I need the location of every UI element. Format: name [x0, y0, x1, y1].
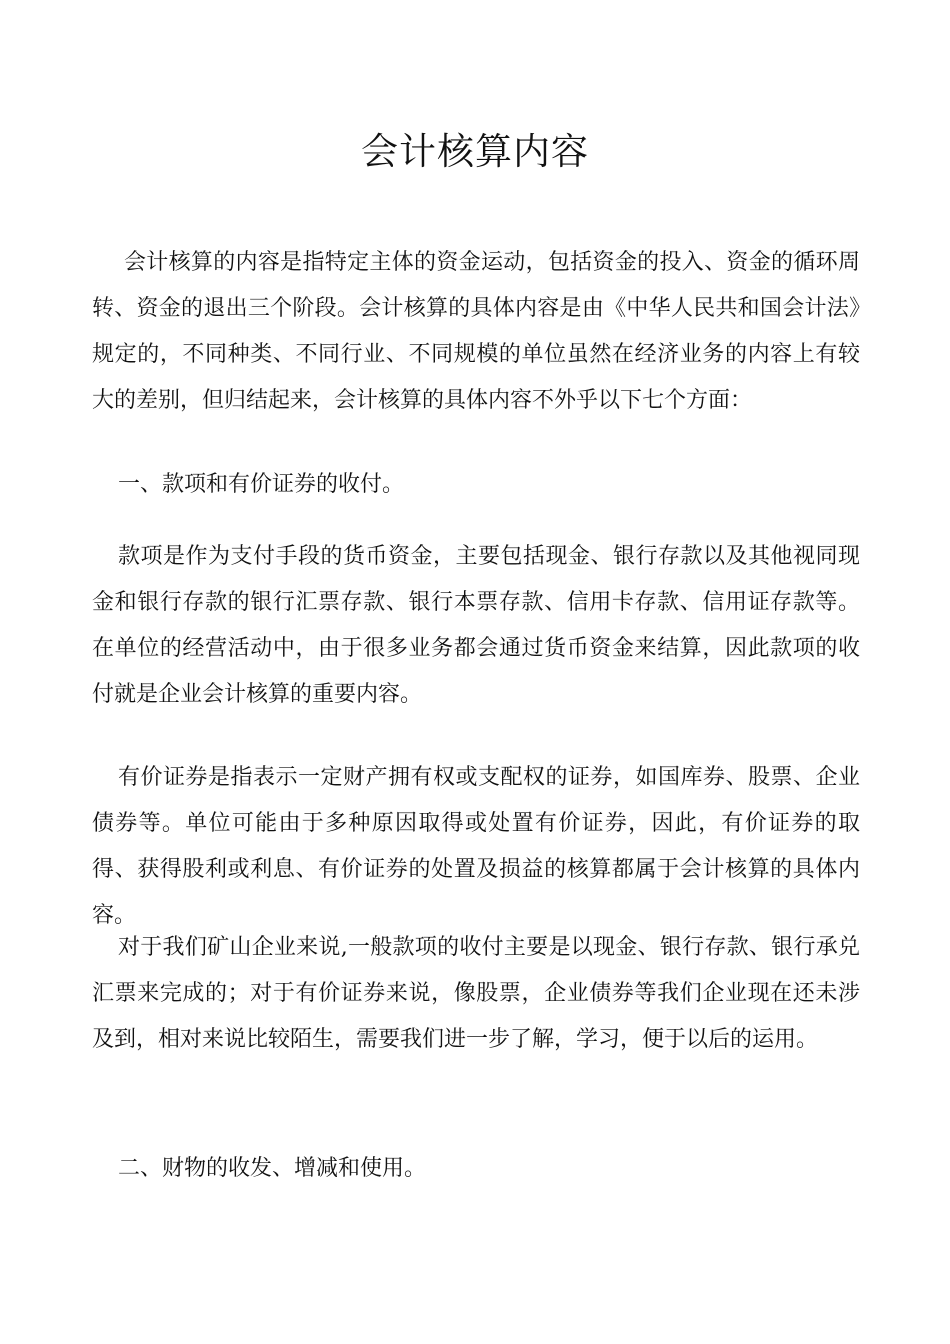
securities-paragraph: 有价证券是指表示一定财产拥有权或支配权的证券，如国库券、股票、企业债券等。单位可能由于多种原因取得或处置有价证券，因此，有价证券的取得、获得股利或利息、有价证券的处置及损益的核算都属于会计核算的具体内容。	[92, 765, 860, 928]
intro-paragraph: 会计核算的内容是指特定主体的资金运动，包括资金的投入、资金的循环周转、资金的退出三个阶段。会计核算的具体内容是由《中华人民共和国会计法》规定的，不同种类、不同行业、不同规模的单位虽然在经济业务的内容上有较大的差别，但归结起来，会计核算的具体内容不外乎以下七个方面：	[92, 250, 860, 413]
section-1-heading: 一、款项和有价证券的收付。	[118, 472, 405, 497]
document-title: 会计核算内容	[361, 130, 589, 173]
cash-items-paragraph: 款项是作为支付手段的货币资金，主要包括现金、银行存款以及其他视同现金和银行存款的银行汇票存款、银行本票存款、信用卡存款、信用证存款等。在单位的经营活动中，由于很多业务都会通过货币资金来结算，因此款项的收付就是企业会计核算的重要内容。	[92, 544, 860, 707]
section-2-heading: 二、财物的收发、增减和使用。	[118, 1156, 427, 1181]
mining-enterprise-paragraph: 对于我们矿山企业来说,一般款项的收付主要是以现金、银行存款、银行承兑汇票来完成的；对于有价证券来说，像股票，企业债券等我们企业现在还未涉及到，相对来说比较陌生，需要我们进一步了解，学习，便于以后的运用。	[92, 935, 860, 1052]
